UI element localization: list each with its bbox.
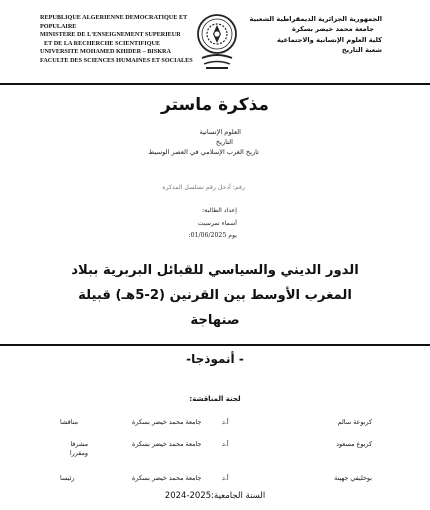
jury-member-rank: أ.د xyxy=(222,474,229,482)
header-fr-line: MINISTERE DE L'ENSEIGNEMENT SUPERIEUR xyxy=(40,31,181,39)
header-divider xyxy=(0,83,430,85)
jury-member-university: جامعة محمد خيضر بسكرة xyxy=(132,474,202,482)
jury-member-rank: أ.د xyxy=(222,440,229,448)
jury-member-university: جامعة محمد خيضر بسكرة xyxy=(132,440,202,448)
thesis-title-line: الدور الديني والسياسي للقبائل البربرية ببلاد xyxy=(71,263,359,278)
jury-member-rank: أ.د xyxy=(222,418,229,426)
header-ar-line: شعبة التاريخ xyxy=(341,46,382,55)
preparation-block xyxy=(189,205,237,243)
header-ar-line: جامعة محمد خيضر بسكرة xyxy=(291,25,374,34)
header-french xyxy=(40,14,200,66)
info-line: تاريخ الغرب الإسلامي في العصر الوسيط xyxy=(148,148,259,156)
header-fr-line: FACULTE DES SCIENCES HUMAINES ET SOCIALES xyxy=(40,56,193,64)
jury-member-role: مشرفا ومقررا xyxy=(69,440,88,457)
document-type-title: مذكرة ماستر xyxy=(161,95,269,115)
info-line: العلوم الإنسانية xyxy=(199,128,241,136)
jury-member-role: رئيسا xyxy=(60,474,75,482)
university-seal-icon xyxy=(194,8,240,74)
title-divider xyxy=(0,344,430,346)
thesis-title-line: صنهاجة xyxy=(190,313,240,328)
thesis-number-placeholder: رقم: أدخل رقم تسلسل المذكرة xyxy=(162,184,245,191)
thesis-title xyxy=(40,258,390,333)
jury-row xyxy=(0,440,430,457)
jury-row xyxy=(0,474,430,486)
header-fr-line: REPUBLIQUE ALGERIENNE DEMOCRATIQUE ET xyxy=(40,14,188,21)
header-fr-line: UNIVERSITE MOHAMED KHIDER – BISKRA xyxy=(40,48,171,56)
prepared-by-label: إعداد الطالبة: xyxy=(202,207,237,214)
header-ar-line: الجمهورية الجزائرية الديمقراطية الشعبية xyxy=(249,15,382,23)
jury-member-name: كربوعة سالم xyxy=(337,418,372,426)
header-fr-line: POPULAIRE xyxy=(40,22,77,30)
field-info xyxy=(148,127,259,157)
jury-member-role: مناقشا xyxy=(60,418,79,426)
header-fr-line: ET DE LA RECHERCHE SCIENTIFIQUE xyxy=(44,39,161,47)
header-arabic xyxy=(242,14,382,56)
info-line: التاريخ xyxy=(215,138,233,146)
jury-row xyxy=(0,418,430,430)
jury-member-university: جامعة محمد خيضر بسكرة xyxy=(132,418,202,426)
jury-title: لجنة المناقشة: xyxy=(189,395,241,403)
thesis-title-line: المغرب الأوسط بين القرنين (2-5هـ) قبيلة xyxy=(78,288,352,303)
academic-year: السنة الجامعية:2025-2024 xyxy=(164,491,266,501)
jury-member-name: بوخليفي جهينة xyxy=(334,474,372,482)
defense-date: يوم 01/06/2025: xyxy=(188,232,237,239)
thesis-subtitle: - أنموذجا- xyxy=(186,352,244,366)
header-ar-line: كلية العلوم الإنسانية والاجتماعية xyxy=(276,35,382,44)
jury-member-name: كربوع مسعود xyxy=(336,440,372,448)
student-name: أسماء تمرسيت xyxy=(197,219,237,227)
